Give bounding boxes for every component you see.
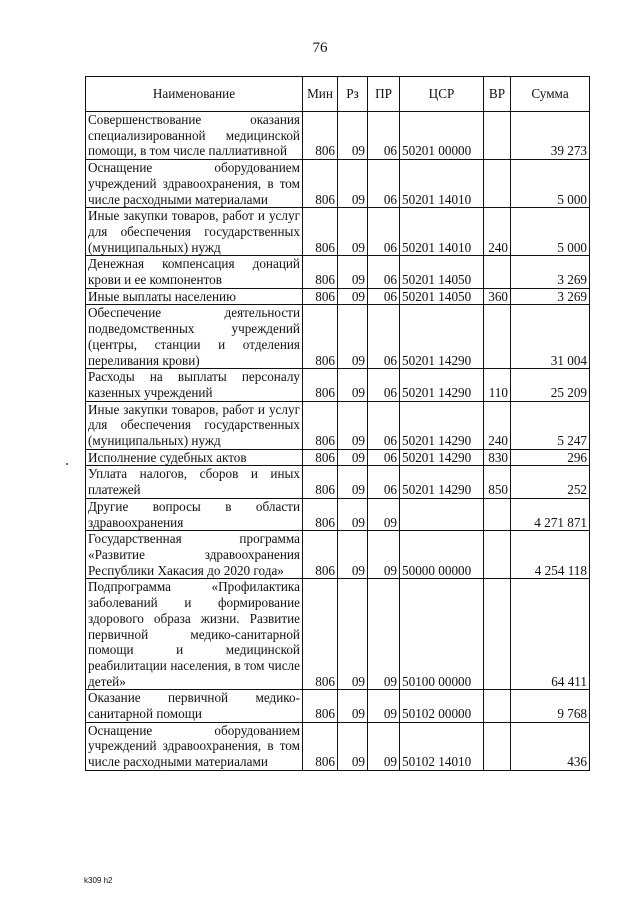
row-rz-cell: 09: [338, 498, 368, 530]
row-name-cell: Иные закупки товаров, работ и услуг для обеспечения государственных (муниципальных) нужд: [86, 208, 303, 256]
row-min-cell: 806: [303, 112, 338, 160]
table-row: [86, 112, 590, 160]
row-sum-cell: 25 209: [511, 369, 590, 401]
budget-table: [85, 76, 590, 771]
row-csr-cell: 50201 14290: [400, 449, 484, 466]
row-csr-cell: 50201 14010: [400, 208, 484, 256]
row-vr-cell: [484, 690, 511, 722]
row-name-cell: Расходы на выплаты персоналу казенных учреждений: [86, 369, 303, 401]
scan-speck: [66, 463, 68, 465]
row-pr-cell: 06: [368, 160, 400, 208]
row-csr-cell: 50000 00000: [400, 531, 484, 579]
row-csr-cell: 50201 00000: [400, 112, 484, 160]
header-vr: ВР: [484, 77, 511, 112]
row-vr-cell: [484, 112, 511, 160]
row-rz-cell: 09: [338, 256, 368, 288]
row-pr-cell: 06: [368, 208, 400, 256]
row-csr-cell: 50102 14010: [400, 722, 484, 770]
header-rz: Рз: [338, 77, 368, 112]
row-pr-cell: 06: [368, 466, 400, 498]
row-min-cell: 806: [303, 466, 338, 498]
row-csr-cell: 50100 00000: [400, 579, 484, 690]
row-pr-cell: 09: [368, 498, 400, 530]
row-sum-cell: 64 411: [511, 579, 590, 690]
row-name-cell: Исполнение судебных актов: [86, 449, 303, 466]
row-pr-cell: 06: [368, 112, 400, 160]
row-sum-cell: 4 271 871: [511, 498, 590, 530]
header-csr: ЦСР: [400, 77, 484, 112]
table-row: [86, 498, 590, 530]
row-pr-cell: 09: [368, 531, 400, 579]
row-vr-cell: [484, 256, 511, 288]
page-number: 76: [312, 40, 328, 56]
row-min-cell: 806: [303, 690, 338, 722]
table-row: [86, 531, 590, 579]
row-min-cell: 806: [303, 579, 338, 690]
row-pr-cell: 09: [368, 690, 400, 722]
table-row: [86, 722, 590, 770]
table-row: [86, 256, 590, 288]
row-vr-cell: [484, 160, 511, 208]
table-row: [86, 305, 590, 369]
row-sum-cell: 3 269: [511, 256, 590, 288]
row-pr-cell: 06: [368, 449, 400, 466]
row-csr-cell: 50201 14010: [400, 160, 484, 208]
row-rz-cell: 09: [338, 531, 368, 579]
row-rz-cell: 09: [338, 466, 368, 498]
header-min: Мин: [303, 77, 338, 112]
row-min-cell: 806: [303, 498, 338, 530]
row-pr-cell: 06: [368, 288, 400, 305]
row-csr-cell: [400, 498, 484, 530]
row-min-cell: 806: [303, 256, 338, 288]
row-min-cell: 806: [303, 722, 338, 770]
row-min-cell: 806: [303, 160, 338, 208]
row-sum-cell: 5 000: [511, 160, 590, 208]
row-name-cell: Обеспечение деятельности подведомственных учреждений (центры, станции и отделения переливания крови): [86, 305, 303, 369]
row-vr-cell: [484, 305, 511, 369]
row-csr-cell: 50201 14290: [400, 305, 484, 369]
row-sum-cell: 5 247: [511, 401, 590, 449]
row-rz-cell: 09: [338, 401, 368, 449]
row-vr-cell: 240: [484, 208, 511, 256]
table-row: [86, 160, 590, 208]
row-name-cell: Оснащение оборудованием учреждений здравоохранения, в том числе расходными материалами: [86, 722, 303, 770]
row-rz-cell: 09: [338, 208, 368, 256]
row-min-cell: 806: [303, 449, 338, 466]
row-sum-cell: 3 269: [511, 288, 590, 305]
row-pr-cell: 06: [368, 305, 400, 369]
table-row: [86, 288, 590, 305]
row-vr-cell: 830: [484, 449, 511, 466]
row-sum-cell: 9 768: [511, 690, 590, 722]
row-min-cell: 806: [303, 531, 338, 579]
table-row: [86, 208, 590, 256]
row-vr-cell: 110: [484, 369, 511, 401]
row-csr-cell: 50201 14290: [400, 401, 484, 449]
header-sum: Сумма: [511, 77, 590, 112]
row-sum-cell: 436: [511, 722, 590, 770]
row-pr-cell: 06: [368, 256, 400, 288]
row-min-cell: 806: [303, 369, 338, 401]
row-sum-cell: 252: [511, 466, 590, 498]
row-pr-cell: 06: [368, 401, 400, 449]
row-sum-cell: 39 273: [511, 112, 590, 160]
row-vr-cell: [484, 531, 511, 579]
row-name-cell: Государственная программа «Развитие здравоохранения Республики Хакасия до 2020 года»: [86, 531, 303, 579]
footer-code: k309 h2: [84, 876, 113, 885]
row-name-cell: Оказание первичной медико-санитарной помощи: [86, 690, 303, 722]
row-rz-cell: 09: [338, 449, 368, 466]
row-csr-cell: 50201 14290: [400, 466, 484, 498]
row-rz-cell: 09: [338, 579, 368, 690]
row-sum-cell: 31 004: [511, 305, 590, 369]
row-rz-cell: 09: [338, 112, 368, 160]
table-row: [86, 690, 590, 722]
row-name-cell: Другие вопросы в области здравоохранения: [86, 498, 303, 530]
row-csr-cell: 50102 00000: [400, 690, 484, 722]
row-name-cell: Денежная компенсация донаций крови и ее компонентов: [86, 256, 303, 288]
table-header-row: [86, 77, 590, 112]
row-pr-cell: 06: [368, 369, 400, 401]
row-vr-cell: 850: [484, 466, 511, 498]
row-rz-cell: 09: [338, 722, 368, 770]
row-min-cell: 806: [303, 401, 338, 449]
row-name-cell: Подпрограмма «Профилактика заболеваний и формирование здорового образа жизни. Развитие первичной медико-санитарной помощи и медицинской реабилитации населения, в том числе детей»: [86, 579, 303, 690]
row-pr-cell: 09: [368, 722, 400, 770]
table-row: [86, 449, 590, 466]
row-vr-cell: [484, 722, 511, 770]
row-rz-cell: 09: [338, 305, 368, 369]
row-vr-cell: [484, 579, 511, 690]
row-vr-cell: 240: [484, 401, 511, 449]
row-name-cell: Оснащение оборудованием учреждений здравоохранения, в том числе расходными материалами: [86, 160, 303, 208]
row-name-cell: Совершенствование оказания специализированной медицинской помощи, в том числе паллиативной: [86, 112, 303, 160]
row-csr-cell: 50201 14050: [400, 256, 484, 288]
row-pr-cell: 09: [368, 579, 400, 690]
table-row: [86, 401, 590, 449]
table-row: [86, 466, 590, 498]
row-name-cell: Иные выплаты населению: [86, 288, 303, 305]
row-min-cell: 806: [303, 288, 338, 305]
row-vr-cell: [484, 498, 511, 530]
row-csr-cell: 50201 14290: [400, 369, 484, 401]
row-rz-cell: 09: [338, 160, 368, 208]
row-rz-cell: 09: [338, 369, 368, 401]
row-min-cell: 806: [303, 208, 338, 256]
row-name-cell: Иные закупки товаров, работ и услуг для обеспечения государственных (муниципальных) нужд: [86, 401, 303, 449]
table-row: [86, 369, 590, 401]
row-vr-cell: 360: [484, 288, 511, 305]
header-pr: ПР: [368, 77, 400, 112]
row-sum-cell: 4 254 118: [511, 531, 590, 579]
row-rz-cell: 09: [338, 690, 368, 722]
header-name: Наименование: [86, 77, 303, 112]
row-sum-cell: 5 000: [511, 208, 590, 256]
table-row: [86, 579, 590, 690]
row-sum-cell: 296: [511, 449, 590, 466]
row-csr-cell: 50201 14050: [400, 288, 484, 305]
row-rz-cell: 09: [338, 288, 368, 305]
row-name-cell: Уплата налогов, сборов и иных платежей: [86, 466, 303, 498]
row-min-cell: 806: [303, 305, 338, 369]
